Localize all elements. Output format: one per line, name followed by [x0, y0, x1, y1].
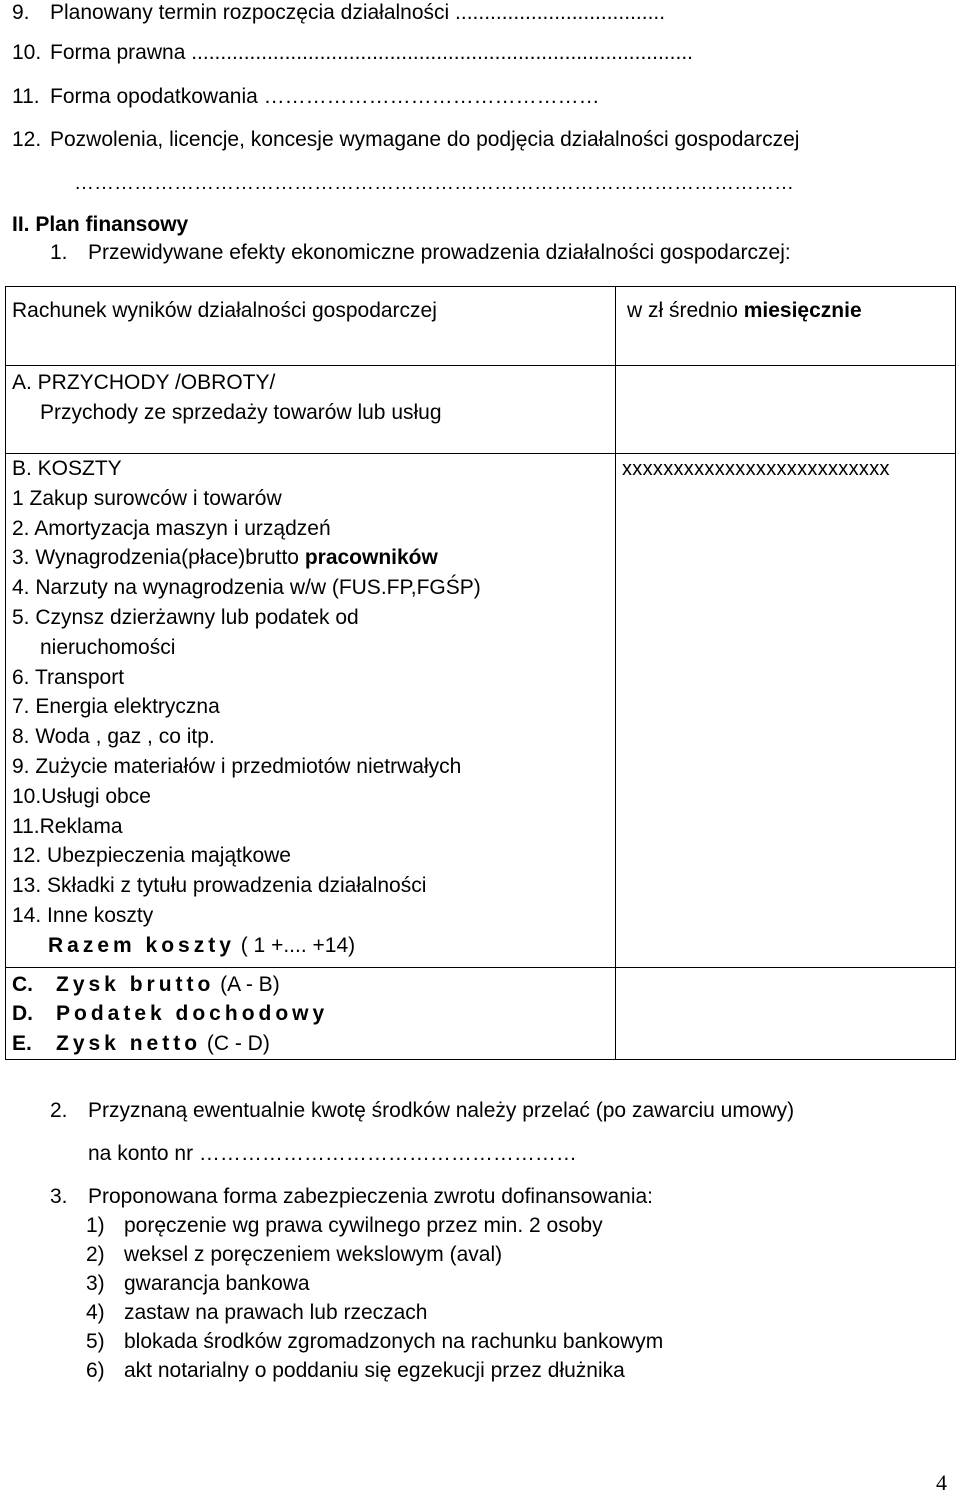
- costs-row: [6, 454, 956, 968]
- cost-item: 8. Woda , gaz , co itp.: [12, 725, 215, 749]
- line-text: Forma opodatkowania …………………………………………: [50, 85, 600, 108]
- option-text: poręczenie wg prawa cywilnego przez min. 2 osoby: [124, 1214, 603, 1237]
- costs-total-label: Razem koszty: [48, 933, 235, 957]
- item-text: Przyznaną ewentualnie kwotę środków należy przelać (po zawarciu umowy): [88, 1099, 795, 1122]
- option-text: gwarancja bankowa: [124, 1272, 310, 1295]
- cost-item: 10.Usługi obce: [12, 784, 151, 808]
- item-number: 3.: [50, 1185, 68, 1208]
- costs-total: [12, 931, 615, 961]
- item-3: [50, 1184, 653, 1210]
- cost-item: 9. Zużycie materiałów i przedmiotów nietrwałych: [12, 754, 462, 778]
- gross-profit-letter: C.: [12, 972, 33, 996]
- cost-item-text: 3. Wynagrodzenia(płace)brutto: [12, 546, 305, 570]
- option-number: 4): [86, 1301, 105, 1324]
- option-text: akt notarialny o poddaniu się egzekucji przez dłużnika: [124, 1359, 625, 1382]
- item-text: Proponowana forma zabezpieczenia zwrotu dofinansowania:: [88, 1185, 654, 1208]
- line-text: Forma prawna ......................................................................................: [50, 41, 693, 64]
- revenue-title: A. PRZYCHODY /OBROTY/: [12, 371, 276, 394]
- net-profit-row: [12, 1029, 615, 1059]
- line-10: [12, 40, 693, 66]
- security-option: [86, 1242, 502, 1268]
- line-number: 12.: [12, 128, 42, 151]
- item-number: 1.: [50, 241, 68, 264]
- net-profit-letter: E.: [12, 1032, 32, 1056]
- gross-profit-label: Zysk brutto: [56, 972, 215, 996]
- item-1: [50, 240, 791, 266]
- item-number: 2.: [50, 1099, 68, 1122]
- table-header-row: [6, 287, 956, 366]
- option-text: zastaw na prawach lub rzeczach: [124, 1301, 428, 1324]
- option-number: 1): [86, 1214, 105, 1237]
- option-number: 3): [86, 1272, 105, 1295]
- line-text: Planowany termin rozpoczęcia działalności ....................................: [50, 1, 666, 24]
- profit-rows: [6, 967, 956, 1059]
- item-text: Przewidywane efekty ekonomiczne prowadzenia działalności gospodarczej:: [88, 241, 791, 264]
- dotted-fill-line: ………………………………………………………………………………………………: [74, 172, 794, 194]
- option-number: 5): [86, 1330, 105, 1353]
- header-left-label: Rachunek wyników działalności gospodarczej: [12, 299, 437, 322]
- security-option: [86, 1213, 603, 1239]
- option-number: 6): [86, 1359, 105, 1382]
- page-number: 4: [936, 1470, 947, 1495]
- cost-item: 11.Reklama: [12, 814, 123, 838]
- security-option: [86, 1271, 310, 1297]
- cost-item-continuation: nieruchomości: [40, 635, 176, 659]
- option-number: 2): [86, 1243, 105, 1266]
- cost-item: 5. Czynsz dzierżawny lub podatek od: [12, 605, 359, 629]
- security-option: [86, 1329, 663, 1355]
- gross-profit-formula: (A - B): [214, 972, 280, 996]
- line-11: [12, 84, 600, 110]
- cost-item: 13. Składki z tytułu prowadzenia działalności: [12, 874, 427, 898]
- revenue-row: [6, 366, 956, 454]
- financial-results-table: [5, 286, 956, 1060]
- costs-label-cell: [6, 454, 616, 968]
- cost-item: [12, 543, 615, 573]
- costs-placeholder: xxxxxxxxxxxxxxxxxxxxxxxxxx: [622, 458, 890, 480]
- security-option: [86, 1300, 428, 1326]
- cost-item: 2. Amortyzacja maszyn i urządzeń: [12, 516, 331, 540]
- account-number-line: na konto nr ………………………………………………: [88, 1142, 577, 1165]
- header-left-cell: [6, 287, 616, 366]
- cost-item-bold: pracowników: [304, 546, 438, 570]
- profit-value-cell: [616, 967, 956, 1059]
- option-text: blokada środków zgromadzonych na rachunku bankowym: [124, 1330, 664, 1353]
- revenue-subtitle: Przychody ze sprzedaży towarów lub usług: [40, 400, 442, 424]
- cost-item: 1 Zakup surowców i towarów: [12, 486, 282, 510]
- line-text: Pozwolenia, licencje, koncesje wymagane do podjęcia działalności gospodarczej: [50, 128, 800, 151]
- revenue-label-cell: [6, 366, 616, 454]
- costs-value-cell: [616, 454, 956, 968]
- line-number: 10.: [12, 41, 42, 64]
- income-tax-label: Podatek dochodowy: [56, 1002, 329, 1026]
- cost-item: 14. Inne koszty: [12, 903, 154, 927]
- line-number: 11.: [12, 85, 40, 108]
- header-right-bold: miesięcznie: [743, 299, 862, 322]
- line-12: [12, 127, 799, 153]
- income-tax-row: [12, 999, 615, 1029]
- profit-label-cell: [6, 967, 616, 1059]
- costs-total-formula: ( 1 +.... +14): [234, 933, 356, 957]
- header-right-label: w zł średnio: [627, 299, 744, 322]
- header-right-cell: [616, 287, 956, 366]
- income-tax-letter: D.: [12, 1002, 33, 1026]
- section-title: II. Plan finansowy: [12, 213, 189, 236]
- revenue-value-cell: [616, 366, 956, 454]
- line-number: 9.: [12, 1, 30, 24]
- costs-title: B. KOSZTY: [12, 457, 122, 480]
- cost-item: 6. Transport: [12, 665, 125, 689]
- cost-item: 4. Narzuty na wynagrodzenia w/w (FUS.FP,FGŚP): [12, 576, 481, 600]
- gross-profit-row: [12, 970, 615, 1000]
- cost-item: 12. Ubezpieczenia majątkowe: [12, 844, 291, 868]
- cost-item: 7. Energia elektryczna: [12, 695, 220, 719]
- option-text: weksel z poręczeniem wekslowym (aval): [124, 1243, 503, 1266]
- net-profit-label: Zysk netto: [56, 1032, 202, 1056]
- item-2: [50, 1098, 794, 1124]
- line-9: [12, 0, 665, 26]
- security-option: [86, 1358, 625, 1384]
- net-profit-formula: (C - D): [201, 1032, 270, 1056]
